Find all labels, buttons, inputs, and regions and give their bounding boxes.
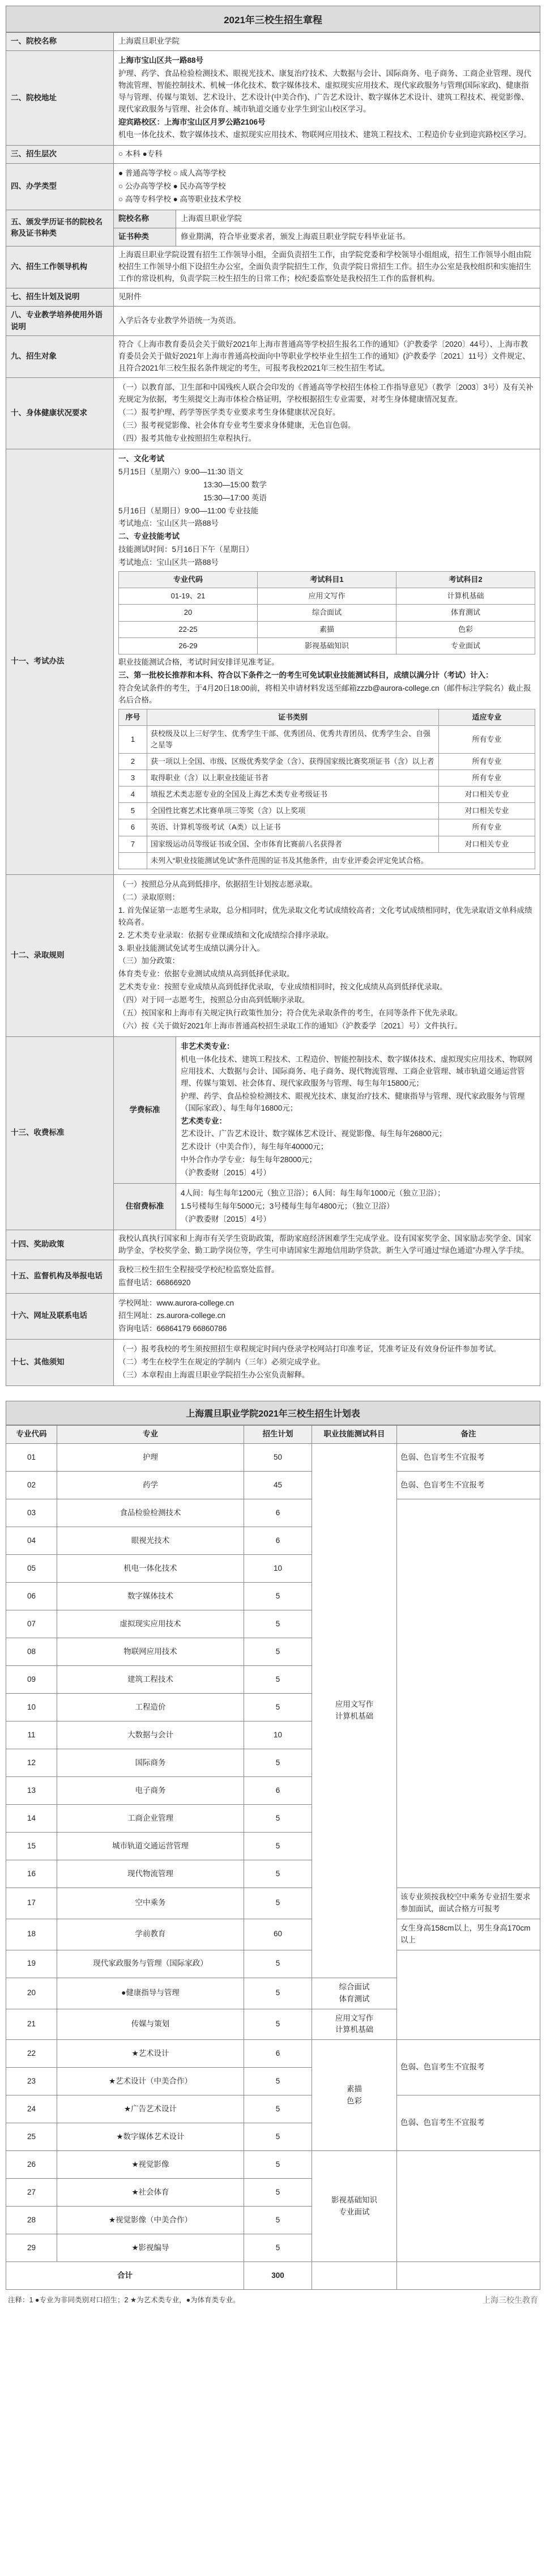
table-row [6,2151,540,2179]
column-header: 职业技能测试科目 [312,1426,397,1444]
health-content [114,378,540,449]
certificate-table [118,709,535,869]
table-cell: 计算机基础 [396,588,535,605]
column-header: 专业代码 [6,1426,57,1444]
financial-aid-text: 我校认真执行国家和上海市有关学生资助政策，帮助家庭经济困难学生完成学业。设有国家奖学金、国家励志奖学金、国家助学金、学校奖学金、勤工助学岗位等，学生可申请国家生源地信用助学贷款。新生入学可通过“绿色通道”办理入学手续。 [114,1230,540,1260]
admission-line: （五）按国家和上海市有关规定执行政策性加分；符合优先录取条件的考生，在同等条件下优先录取。 [118,1009,463,1018]
row-supervision [6,1260,540,1293]
major-code: 17 [6,1888,57,1919]
enrollment-count: 50 [244,1444,312,1472]
table-cell: 体育测试 [396,605,535,621]
exam-line: 13:30—15:00 数学 [203,480,267,489]
contact-phone: 咨询电话：66864179 66860786 [118,1324,227,1333]
column-header: 考试科目1 [258,572,396,588]
section-label: 十三、收费标准 [6,1036,114,1230]
health-line: （三）报考视觉影像、社会体育专业考生要求身体健康，无色盲色弱。 [118,420,356,430]
major-name: 工商企业管理 [57,1805,244,1833]
table-cell: 应用文写作 [258,588,396,605]
major-code: 19 [6,1950,57,1978]
certificate-type: 修业期满，符合毕业要求者，颁发上海震旦职业学院专科毕业证书。 [176,228,540,246]
table-row [119,637,535,654]
table-row [6,1888,540,1919]
tuition-content [176,1036,540,1183]
enrollment-count: 5 [244,1694,312,1721]
enrollment-count: 5 [244,1583,312,1610]
exam-bonus-intro: 符合免试条件的考生，于4月20日18:00前，将相关申请材料发送至邮箱zzzb@aurora-college.cn（邮件标注学院名）截止报名后合格。 [118,683,531,704]
tuition-line: 非艺术类专业： [181,1042,234,1051]
table-cell: 未列入“职业技能测试免试”条件范围的证书及其他条件，由专业评委会评定免试合格。 [147,852,535,869]
admission-line: （三）加分政策： [118,957,180,966]
exam-line: 考试地点：宝山区共一路88号 [118,519,219,528]
table-row [119,605,535,621]
enrollment-count: 5 [244,2234,312,2262]
major-code: 09 [6,1666,57,1694]
tuition-line: 艺术设计、广告艺术设计、数字媒体艺术设计、视觉影像、每生每年26800元； [181,1129,447,1138]
major-code: 03 [6,1499,57,1527]
table-row [119,836,535,852]
table-row [119,753,535,770]
enrollment-count: 5 [244,1805,312,1833]
tuition-line: 机电一体化技术、建筑工程技术、工程造价、智能控制技术、数字媒体技术、虚拟现实应用技术、物联网应用技术、大数据与会计、国际商务、电子商务、现代物流管理、工商企业管理、城市轨道交通运营管理、传媒与策划、社会体育、现代家政服务与管理、每生每年15800元； [181,1055,532,1087]
table-cell: 获一项以上全国、市级、区级优秀奖学金（含）、获得国家级比赛奖项证书（含）以上者 [147,753,439,770]
table-cell: 对口相关专业 [439,803,535,819]
enrollment-count: 5 [244,1749,312,1777]
major-name: 建筑工程技术 [57,1666,244,1694]
major-code: 21 [6,2009,57,2040]
sub-label: 住宿费标准 [114,1184,176,1230]
table-row [119,770,535,787]
major-name: 电子商务 [57,1777,244,1805]
admission-line: 2. 艺术类专业录取：依据专业课成绩和文化成绩综合排序录取。 [118,930,334,940]
plan-body [6,1444,540,2262]
row-address [6,50,540,145]
admission-line: 1. 首先保证第一志愿考生录取，总分相同时，优先录取文化考试成绩较高者；文化考试成绩相同时，优先录取语文单科成绩较高者。 [118,906,532,926]
admission-line: 体育类专业：依据专业测试成绩从高到低择优录取。 [118,970,295,979]
other-note-line: （二）考生在校学生在规定的学制内（三年）必须完成学业。 [118,1358,325,1367]
section-label: 十、身体健康状况要求 [6,378,114,449]
exam-line: 5月15日（星期六）9:00—11:30 语文 [118,467,244,476]
footnote: 注释：1 ●专业为非同类别对口招生；2 ★为艺术类专业，●为体育类专业。 [8,2296,240,2305]
major-name: 数字媒体技术 [57,1583,244,1610]
table-header-row [6,1426,540,1444]
tuition-line: 艺术类专业： [181,1116,227,1125]
page-title: 2021年三校生招生章程 [6,6,540,32]
major-name: 现代家政服务与管理（国际家政） [57,1950,244,1978]
table-row [6,1919,540,1950]
major-name: 传媒与策划 [57,2009,244,2040]
enrollment-count: 5 [244,2151,312,2179]
major-name: 虚拟现实应用技术 [57,1610,244,1638]
section-label: 十一、考试办法 [6,449,114,874]
major-name: 工程造价 [57,1694,244,1721]
row-admission-rules [6,874,540,1036]
test-subjects: 应用文写作 计算机基础 [312,1444,397,1978]
admission-line: 3. 职业技能测试免试考生成绩以满分计入。 [118,943,265,953]
enrollment-count: 5 [244,2123,312,2151]
watermark: 上海三校生教育 [483,2296,538,2305]
table-cell: 所有专业 [439,819,535,836]
admission-line: （六）按《关于做好2021年上海市普通高校招生录取工作的通知》（沪教委学〔2021〕号）文件执行。 [118,1022,462,1031]
row-leadership [6,246,540,288]
major-code: 02 [6,1472,57,1499]
lodging-content [176,1184,540,1230]
address-line: 护理、药学、食品检验检测技术、眼视光技术、康复治疗技术、大数据与会计、国际商务、电子商务、工商企业管理、现代物流管理、智能控制技术、机械一体化技术、数字媒体技术、虚拟现实应用技术、现代家政服务与管理(国际家政)、健康指导与管理、传媒与策划、艺术设计、艺术设计(中美合作)、广告艺术设计、数字媒体艺术设计、建筑工程技术、视觉影像、现代家政服务与管理、社会体育、城市轨道交通专业学生到宝山校区学习。 [118,69,531,113]
table-cell: 1 [119,725,147,753]
major-name: 现代物流管理 [57,1860,244,1888]
admission-line: （一）按照总分从高到低排序，依据招生计划按志愿录取。 [118,879,317,889]
table-cell: 专业面试 [396,637,535,654]
column-header: 招生计划 [244,1426,312,1444]
major-code: 25 [6,2123,57,2151]
contact-content [114,1293,540,1340]
row-exam-method [6,449,540,874]
lodging-line: （沪教委财〔2015〕4号） [181,1214,271,1223]
remark [397,2151,540,2262]
leadership-text: 上海震旦职业学院设置有招生工作领导小组，全面负责招生工作，由学院党委和学校领导小组组成，招生工作领导小组由院校招生工作领导小组下设招生办公室，全面负责学院招生工作，负责学院日常招生工作。招生办公室是我校组织和实施招生工作的常设机构，负责学院三校生招生的日常工作；校纪委监察处是我校招生工作的监督机构。 [114,246,540,288]
row-other-notes [6,1340,540,1386]
major-code: 04 [6,1527,57,1555]
exam-line: 15:30—17:00 英语 [203,493,267,502]
test-subjects: 应用文写作 计算机基础 [312,2009,397,2040]
section-label: 九、招生对象 [6,336,114,378]
table-cell: 3 [119,770,147,787]
column-header: 专业 [57,1426,244,1444]
major-code: 29 [6,2234,57,2262]
table-row [119,725,535,753]
section-label: 三、招生层次 [6,146,114,164]
test-subjects: 素描 色彩 [312,2040,397,2151]
enrollment-count: 5 [244,1860,312,1888]
major-name: ★影视编导 [57,2234,244,2262]
table-cell: 6 [119,819,147,836]
table-cell: 对口相关专业 [439,836,535,852]
charter-table [6,32,540,1386]
row-financial-aid [6,1230,540,1260]
row-certificate-institution [6,210,540,228]
enrollment-count: 5 [244,2207,312,2234]
enrollment-count: 10 [244,1721,312,1749]
row-plan-note [6,288,540,306]
exam-note: 职业技能测试合格，考试时间安排详见准考证。 [118,657,279,666]
major-name: ★视觉影像 [57,2151,244,2179]
test-subjects: 综合面试 体育测试 [312,1978,397,2009]
admission-website-link[interactable]: 招生网址：zs.aurora-college.cn [118,1311,226,1320]
admission-line: 艺术类专业：按照专业成绩从高到低择优录取，专业成绩相同时，按文化成绩从高到低择优录取。 [118,983,447,992]
table-cell: 素描 [258,621,396,637]
eligibility-text: 符合《上海市教育委员会关于做好2021年上海市普通高等学校招生报名工作的通知》（沪教委学〔2020〕44号）、上海市教育委员会关于做好2021年上海市普通高校面向中等职业学校毕业生招生工作的通知》(沪教委学〔2021〕11号）文件规定、且符合2021年三校生报名条件规定的考生，可报考我校2021年三校生招生考试。 [114,336,540,378]
enrollment-count: 6 [244,1527,312,1555]
plan-note: 见附件 [114,288,540,306]
column-header: 序号 [119,709,147,725]
section-label: 十五、监督机构及举报电话 [6,1260,114,1293]
enrollment-count: 10 [244,1555,312,1583]
address-content [114,50,540,145]
row-contact [6,1293,540,1340]
major-name: 物联网应用技术 [57,1638,244,1666]
enrollment-count: 5 [244,2179,312,2207]
section-label: 五、颁发学历证书的院校名称及证书种类 [6,210,114,246]
major-name: 大数据与会计 [57,1721,244,1749]
table-cell: 01-19、21 [119,588,258,605]
address-line: 上海市宝山区共一路88号 [118,56,204,65]
section-label: 六、招生工作领导机构 [6,246,114,288]
sub-label: 证书种类 [114,228,176,246]
test-subjects: 影视基础知识 专业面试 [312,2151,397,2262]
total-empty [397,2262,540,2290]
supervision-line: 我校三校生招生全程接受学校纪检监察处监督。 [118,1265,279,1274]
major-name: ★视觉影像（中美合作） [57,2207,244,2234]
row-eligibility [6,336,540,378]
table-cell: 影视基础知识 [258,637,396,654]
table-row [119,588,535,605]
remark: 色弱、色盲考生不宜报考 [397,2095,540,2151]
remark: 色弱、色盲考生不宜报考 [397,1444,540,1472]
enrollment-count: 5 [244,1950,312,1978]
major-name: 食品检验检测技术 [57,1499,244,1527]
table-cell: 22-25 [119,621,258,637]
school-website-link[interactable]: 学校网址：www.aurora-college.cn [118,1298,234,1307]
major-code: 16 [6,1860,57,1888]
total-value: 300 [244,2262,312,2290]
row-institution-name [6,33,540,51]
table-row [119,852,535,869]
row-school-type [6,164,540,210]
table-row [119,621,535,637]
major-name: ★社会体育 [57,2179,244,2207]
table-cell: 5 [119,803,147,819]
major-code: 11 [6,1721,57,1749]
enrollment-count: 6 [244,2040,312,2068]
enrollment-count: 5 [244,1888,312,1919]
table-cell: 所有专业 [439,753,535,770]
table-cell: 英语、计算机等级考试（A类）以上证书 [147,819,439,836]
remark: 女生身高158cm以上，男生身高170cm以上 [397,1919,540,1950]
table-cell: 20 [119,605,258,621]
enrollment-count: 60 [244,1919,312,1950]
other-note-line: （一）报考我校的考生须按照招生章程规定时间内登录学校网站打印准考证，凭准考证及有效身份证件参加考试。 [118,1345,501,1354]
enrollment-count: 45 [244,1472,312,1499]
exam-line: 技能测试时间：5月16日下午（星期日） [118,545,254,554]
admission-content [114,874,540,1036]
enrollment-count: 5 [244,2095,312,2123]
lodging-line: 1.5号楼每生每年5000元；3号楼每生每年4800元；（独立卫浴） [181,1202,394,1211]
exam-line: 5月16日（星期日）9:00—11:00 专业技能 [118,506,259,515]
column-header: 证书类别 [147,709,439,725]
table-cell [119,852,147,869]
major-code: 20 [6,1978,57,2009]
tuition-line: 护理、药学、食品检验检测技术、眼视光技术、康复治疗技术、健康指导与管理、现代家政服务与管理（国际家政）、每生每年16800元； [181,1091,525,1112]
table-header-row [119,709,535,725]
table-cell: 国家级运动员等级证书或全国、全市体育比赛前八名获得者 [147,836,439,852]
table-row [6,1444,540,1472]
total-empty [312,2262,397,2290]
row-level [6,146,540,164]
remark: 色弱、色盲考生不宜报考 [397,2040,540,2095]
exam-subject-table [118,571,535,654]
enrollment-count: 5 [244,1833,312,1860]
section-label: 七、招生计划及说明 [6,288,114,306]
column-header: 备注 [397,1426,540,1444]
table-cell: 色彩 [396,621,535,637]
major-code: 14 [6,1805,57,1833]
supervision-line: 监督电话：66866920 [118,1278,191,1287]
health-line: （二）报考护理、药学等医学类专业要求考生身体健康状况良好。 [118,408,340,417]
major-code: 15 [6,1833,57,1860]
major-code: 26 [6,2151,57,2179]
remark: 该专业须按我校空中乘务专业招生要求参加面试，面试合格方可报考 [397,1888,540,1919]
major-code: 08 [6,1638,57,1666]
exam-line: 一、文化考试 [118,454,164,463]
row-language [6,306,540,336]
column-header: 专业代码 [119,572,258,588]
section-label: 四、办学类型 [6,164,114,210]
exam-content [114,449,540,874]
tuition-line: 艺术设计（中美合作），每生每年40000元； [181,1142,329,1151]
table-row [6,2095,540,2123]
major-name: 学前教育 [57,1919,244,1950]
other-note-line: （三）本章程由上海震旦职业学院招生办公室负责解释。 [118,1371,310,1380]
major-code: 18 [6,1919,57,1950]
total-row [6,2262,540,2290]
table-cell: 对口相关专业 [439,787,535,803]
major-code: 22 [6,2040,57,2068]
enrollment-count: 6 [244,1499,312,1527]
row-tuition [6,1036,540,1183]
address-line: 迎宾路校区：上海市宝山区月罗公路2106号 [118,117,266,126]
table-row [6,2040,540,2068]
section-label: 十七、其他须知 [6,1340,114,1386]
major-name: 护理 [57,1444,244,1472]
major-name: 城市轨道交通运营管理 [57,1833,244,1860]
total-label: 合计 [6,2262,244,2290]
school-type-line: ○ 公办高等学校 ● 民办高等学校 [118,182,226,191]
remark [397,1950,540,2040]
admission-line: （二）录取原则： [118,892,180,902]
health-line: （一）以教育部、卫生部和中国残疾人联合会印发的《普通高等学校招生体检工作指导意见》（教学〔2003〕3号）及有关补充规定为依据，考生须提交上海市体检合格证明，学校根据招生专业需要，对考生身体健康情况复查。 [118,383,534,404]
address-line: 机电一体化技术、数字媒体技术、虚拟现实应用技术、物联网应用技术、建筑工程技术、工程造价专业到迎宾路校区学习。 [118,130,531,139]
table-cell: 填报艺术类志愿专业的全国及上海艺术类专业考级证书 [147,787,439,803]
major-code: 27 [6,2179,57,2207]
major-code: 13 [6,1777,57,1805]
school-type-line: ● 普通高等学校 ○ 成人高等学校 [118,169,226,178]
enrollment-plan-table [6,1425,540,2290]
enrollment-count: 5 [244,1666,312,1694]
major-name: 空中乘务 [57,1888,244,1919]
enrollment-count: 6 [244,1777,312,1805]
table-cell: 取得职业（含）以上职业技能证书者 [147,770,439,787]
supervision-content [114,1260,540,1293]
remark [397,1499,540,1888]
section-label: 十二、录取规则 [6,874,114,1036]
major-name: 国际商务 [57,1749,244,1777]
enrollment-count: 5 [244,1978,312,2009]
major-name: ★艺术设计 [57,2040,244,2068]
major-name: ★广告艺术设计 [57,2095,244,2123]
table-cell: 综合面试 [258,605,396,621]
major-code: 10 [6,1694,57,1721]
school-type-line: ○ 高等专科学校 ● 高等职业技术学校 [118,195,241,204]
exam-bonus-head: 三、第一批校长推荐和本科、符合以下条件之一的考生可免试职业技能测试科目，成绩以满分计（考试）计入： [118,670,493,679]
table-row [6,1950,540,1978]
table-cell: 2 [119,753,147,770]
sub-label: 学费标准 [114,1036,176,1183]
table-cell: 26-29 [119,637,258,654]
major-code: 05 [6,1555,57,1583]
major-name: 眼视光技术 [57,1527,244,1555]
row-health [6,378,540,449]
exam-line: 考试地点：宝山区共一路88号 [118,558,219,567]
table-row [119,803,535,819]
tuition-line: （沪教委财〔2015〕4号） [181,1168,271,1178]
enrollment-count: 5 [244,2068,312,2095]
plan-title: 上海震旦职业学院2021年三校生招生计划表 [6,1401,540,1425]
spacer [6,1386,540,1401]
enrollment-count: 5 [244,1638,312,1666]
major-code: 01 [6,1444,57,1472]
section-label: 八、专业教学培养使用外语说明 [6,306,114,336]
footnote-bar [6,2290,540,2309]
section-label: 十六、网址及联系电话 [6,1293,114,1340]
level-value: ○ 本科 ●专科 [114,146,540,164]
table-header-row [119,572,535,588]
major-code: 23 [6,2068,57,2095]
table-cell: 所有专业 [439,725,535,753]
major-code: 12 [6,1749,57,1777]
section-label: 十四、奖助政策 [6,1230,114,1260]
table-row [6,1472,540,1499]
sub-label: 院校名称 [114,210,176,228]
table-cell: 7 [119,836,147,852]
major-name: 药学 [57,1472,244,1499]
tuition-line: 中外合作办学专业：每生每年28000元； [181,1155,317,1164]
table-cell: 全国性比赛艺术比赛单项三等奖（含）以上奖项 [147,803,439,819]
enrollment-count: 5 [244,1610,312,1638]
major-code: 28 [6,2207,57,2234]
health-line: （四）报考其他专业按照招生章程执行。 [118,433,256,443]
major-name: ★数字媒体艺术设计 [57,2123,244,2151]
major-code: 07 [6,1610,57,1638]
major-code: 06 [6,1583,57,1610]
section-label: 一、院校名称 [6,33,114,51]
column-header: 考试科目2 [396,572,535,588]
admission-line: （四）对于同一志愿考生，按照总分由高到低顺序录取。 [118,996,310,1005]
other-notes-content [114,1340,540,1386]
table-cell: 获校级及以上三好学生、优秀学生干部、优秀团员、优秀共青团员、优秀学生会、自强之星等 [147,725,439,753]
lodging-line: 4人间：每生每年1200元（独立卫浴）；6人间：每生每年1000元（独立卫浴）； [181,1189,445,1198]
major-name: 机电一体化技术 [57,1555,244,1583]
certificate-institution: 上海震旦职业学院 [176,210,540,228]
remark: 色弱、色盲考生不宜报考 [397,1472,540,1499]
major-name: ★艺术设计（中美合作） [57,2068,244,2095]
exam-line: 二、专业技能考试 [118,532,180,541]
enrollment-count: 5 [244,2009,312,2040]
school-type-content [114,164,540,210]
major-name: ●健康指导与管理 [57,1978,244,2009]
table-cell: 4 [119,787,147,803]
column-header: 适应专业 [439,709,535,725]
table-row [6,1499,540,1527]
language-text: 入学后各专业教学外语统一为英语。 [114,306,540,336]
table-row [119,787,535,803]
section-label: 二、院校地址 [6,50,114,145]
institution-name: 上海震旦职业学院 [114,33,540,51]
table-row [119,819,535,836]
major-code: 24 [6,2095,57,2123]
table-cell: 所有专业 [439,770,535,787]
